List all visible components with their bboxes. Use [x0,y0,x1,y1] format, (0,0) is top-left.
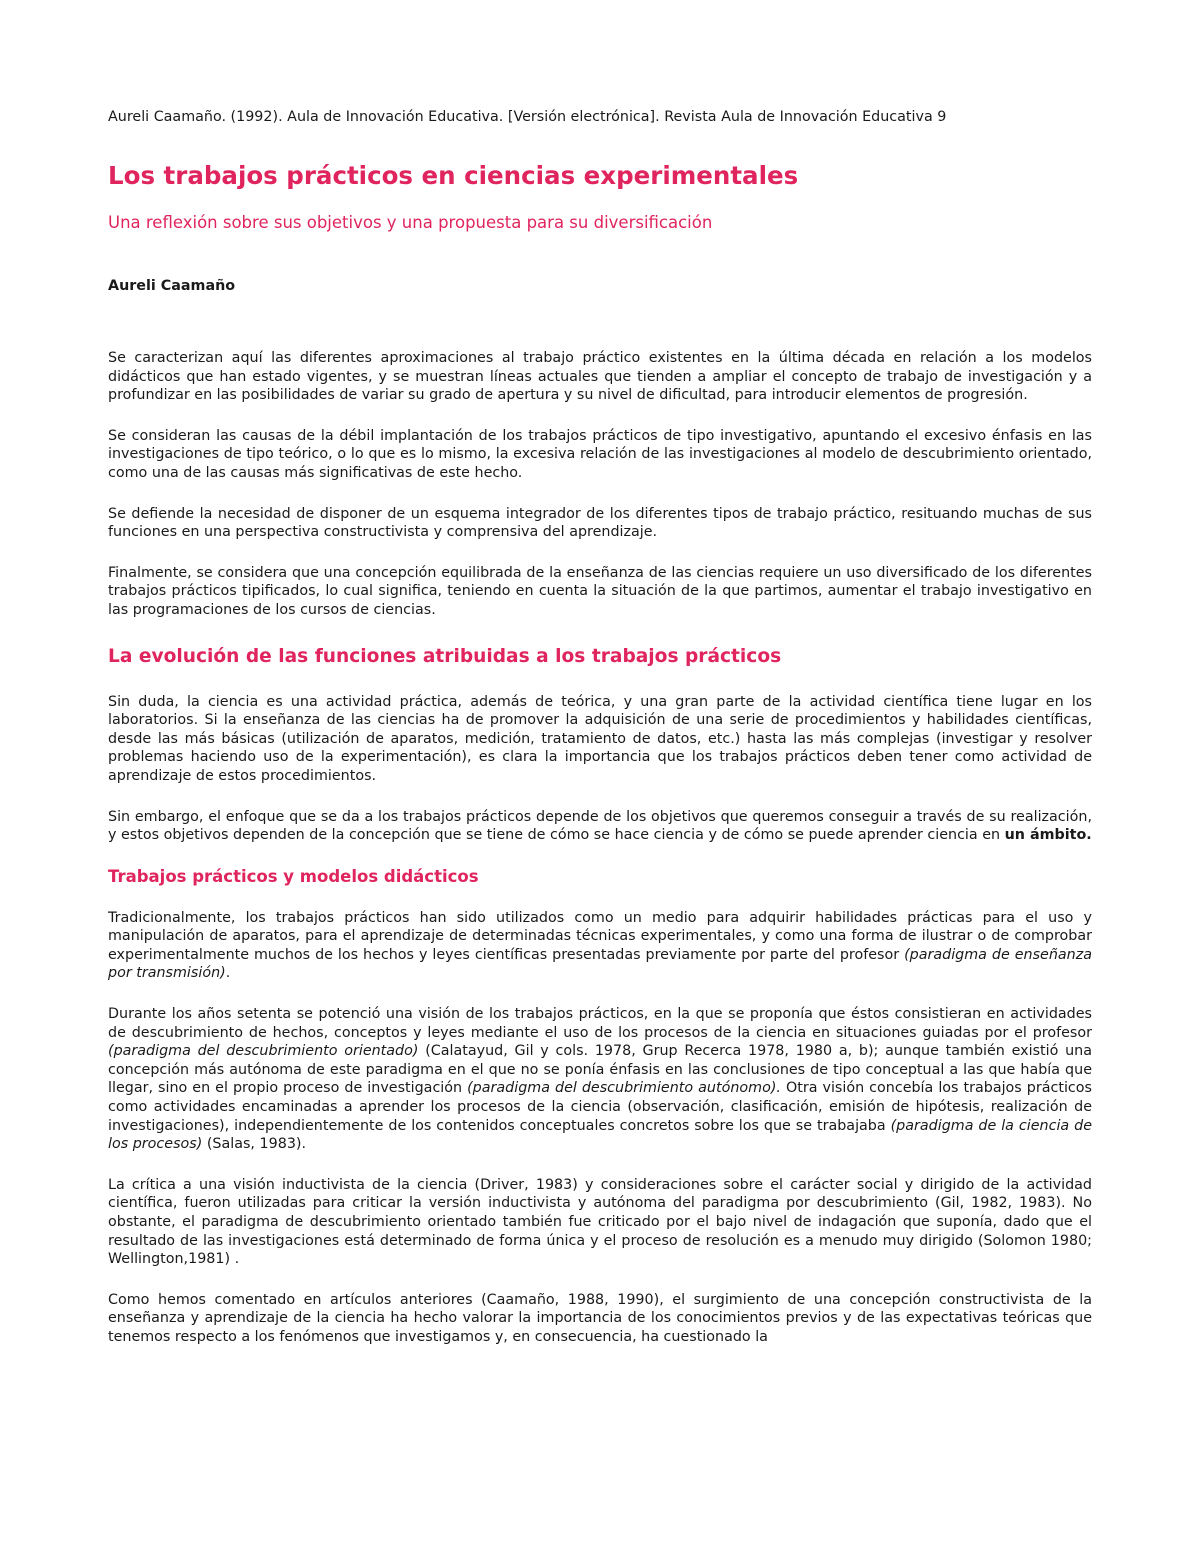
paragraph-text: (Calatayud, Gil y cols. 1978, Grup Recerca 1978, 1980 a, b); aunque también existió una concepción más autónoma de este paradigma en el que no se ponía énfasis en las conclusiones de tipo conceptual a las que había que llegar, sino en el propio proceso de investigación [108,1043,1092,1097]
page-title: Los trabajos prácticos en ciencias experimentales [108,161,799,190]
paragraph-italic-text: (paradigma de la ciencia de los procesos) [108,1117,1092,1153]
section-paragraph: Sin duda, la ciencia es una actividad práctica, además de teórica, y una gran parte de la actividad científica tiene lugar en los laboratorios. Si la enseñanza de las ciencias ha de promover la adquisición de una serie de procedimientos y habilidades científicas, desde las más básicas (utilización de aparatos, medición, tratamiento de datos, etc.) hasta las más complejas (investigar y resolver problemas haciendo uso de la experimentación), es clara la importancia que los trabajos prácticos deben tener como actividad de aprendizaje de estos procedimientos. [108,693,1092,784]
author-name: Aureli Caamaño [108,278,236,294]
section-paragraph: La crítica a una visión inductivista de la ciencia (Driver, 1983) y consideraciones sobre el carácter social y dirigido de la actividad científica, fueron utilizadas para criticar la versión inductivista y autónoma del paradigma por descubrimiento (Gil, 1982, 1983). No obstante, el paradigma de descubrimiento orientado también fue criticado por el bajo nivel de indagación que suponía, dado que el resultado de las investigaciones está determinado de forma única y el proceso de resolución es a menudo muy dirigido (Solomon 1980; Wellington,1981) . [108,1176,1092,1268]
paragraph-text: Tradicionalmente, los trabajos prácticos han sido utilizados como un medio para adquirir habilidades prácticas para el uso y manipulación de aparatos, para el aprendizaje de determinadas técnicas experimentales, y como una forma de ilustrar o de comprobar experimentalmente muchos de los hechos y leyes científicas presentadas previamente por parte del profesor [108,909,1092,963]
page-subtitle: Una reflexión sobre sus objetivos y una propuesta para su diversificación [108,213,713,232]
paragraph-italic-text: (paradigma del descubrimiento autónomo). [467,1080,781,1097]
section-paragraph [108,808,1092,845]
paragraph-italic-text: (paradigma del descubrimiento orientado) [108,1043,419,1060]
paragraph-italic-text: (paradigma de enseñanza por transmisión) [108,946,1092,982]
abstract-paragraph: Se defiende la necesidad de disponer de un esquema integrador de los diferentes tipos de trabajo práctico, resituando muchas de sus funciones en una perspectiva constructivista y comprensiva del aprendizaje. [108,505,1092,541]
section-heading-modelos: Trabajos prácticos y modelos didácticos [108,866,479,886]
citation: Aureli Caamaño. (1992). Aula de Innovación Educativa. [Versión electrónica]. Revista Aula de Innovación Educativa 9 [108,109,947,125]
paragraph-text: Durante los años setenta se potenció una visión de los trabajos prácticos, en la que se proponía que éstos consistieran en actividades de descubrimiento de hechos, conceptos y leyes mediante el uso de los procesos de la ciencia en situaciones guiadas por el profesor [108,1006,1092,1041]
paragraph-text: Sin embargo, el enfoque que se da a los trabajos prácticos depende de los objetivos que queremos conseguir a través de su realización, y estos objetivos dependen de la concepción que se tiene de cómo se hace ciencia y de cómo se puede aprender ciencia en [108,808,1092,844]
abstract-paragraph: Se caracterizan aquí las diferentes aproximaciones al trabajo práctico existentes en la última década en relación a los modelos didácticos que han estado vigentes, y se muestran líneas actuales que tienden a ampliar el concepto de trabajo de investigación y a profundizar en las posibilidades de variar su grado de apertura y su nivel de dificultad, para introducir elementos de progresión. [108,350,1092,404]
paragraph-text: . [225,965,231,982]
article-body [108,349,1092,1369]
section-paragraph [108,909,1092,983]
abstract-paragraph: Finalmente, se considera que una concepción equilibrada de la enseñanza de las ciencias requiere un uso diversificado de los diferentes trabajos prácticos tipificados, lo cual significa, teniendo en cuenta la situación de la que partimos, aumentar el trabajo investigativo en las programaciones de los cursos de ciencias. [108,564,1092,618]
section-heading-evolucion: La evolución de las funciones atribuidas a los trabajos prácticos [108,645,782,667]
section-paragraph [108,1005,1092,1154]
document-page [108,108,1092,1345]
paragraph-text: (Salas, 1983). [202,1136,307,1153]
paragraph-bold-text: un ámbito. [1004,827,1092,844]
section-paragraph: Como hemos comentado en artículos anteriores (Caamaño, 1988, 1990), el surgimiento de una concepción constructivista de la enseñanza y aprendizaje de la ciencia ha hecho valorar la importancia de los conocimientos previos y de las expectativas teóricas que tenemos respecto a los fenómenos que investigamos y, en consecuencia, ha cuestionado la [108,1291,1092,1345]
abstract-paragraph: Se consideran las causas de la débil implantación de los trabajos prácticos de tipo investigativo, apuntando el excesivo énfasis en las investigaciones de tipo teórico, o lo que es lo mismo, la excesiva relación de las investigaciones al modelo de descubrimiento orientado, como una de las causas más significativas de este hecho. [108,427,1092,481]
paragraph-text: Otra visión concebía los trabajos prácticos como actividades encaminadas a aprender los procesos de la ciencia (observación, clasificación, emisión de hipótesis, realización de investigaciones), independientemente de los contenidos conceptuales concretos sobre los que se trabajaba [108,1080,1092,1134]
